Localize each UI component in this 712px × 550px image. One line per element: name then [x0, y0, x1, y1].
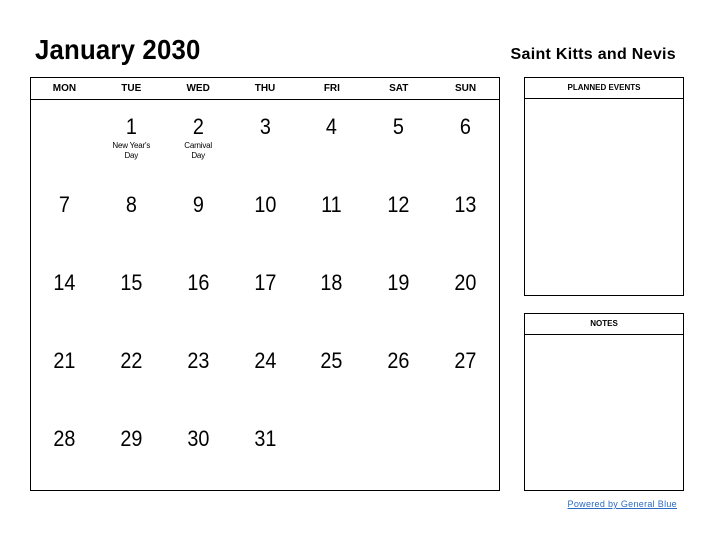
day-number: 9: [192, 192, 204, 217]
day-number: 25: [320, 348, 343, 373]
day-number: 27: [454, 348, 477, 373]
day-number: 30: [187, 426, 210, 451]
day-number: 22: [120, 348, 143, 373]
day-cell: [31, 182, 98, 260]
day-cell: [365, 104, 432, 182]
powered-by-link[interactable]: Powered by General Blue: [567, 499, 677, 509]
day-cell: [232, 182, 299, 260]
day-cell: [298, 260, 365, 338]
day-number: 31: [253, 426, 277, 451]
day-cell: [98, 104, 165, 182]
day-cell: [165, 338, 232, 416]
day-cell: [31, 338, 98, 416]
day-cell: [98, 416, 165, 494]
day-cell: [31, 416, 98, 494]
day-number: 29: [120, 426, 143, 451]
day-cell: [165, 182, 232, 260]
day-number: 19: [387, 270, 410, 295]
day-number: 16: [187, 270, 210, 295]
day-cell: [98, 260, 165, 338]
weekday-label: THU: [254, 83, 276, 94]
day-cell: [165, 104, 232, 182]
day-cell: [432, 104, 499, 182]
day-number: 3: [259, 114, 271, 139]
planned-events-panel: [524, 77, 684, 296]
weekday-label: SAT: [389, 83, 409, 94]
day-number: 8: [125, 192, 137, 217]
day-cell: [31, 104, 98, 182]
day-number: 17: [253, 270, 277, 295]
day-number: 4: [326, 114, 338, 139]
day-number: 2: [192, 114, 204, 139]
day-cell: [298, 104, 365, 182]
day-number: 21: [53, 348, 76, 373]
day-number: 7: [58, 192, 70, 217]
day-cell: [232, 104, 299, 182]
day-number: 28: [53, 426, 76, 451]
notes-heading: NOTES: [525, 314, 683, 335]
day-cell: [432, 338, 499, 416]
day-number: 13: [454, 192, 477, 217]
calendar-title: January 2030: [35, 34, 201, 65]
day-number: 18: [320, 270, 343, 295]
day-cell: [232, 416, 299, 494]
notes-panel: [524, 313, 684, 491]
day-cell: [432, 260, 499, 338]
weekday-label: TUE: [121, 83, 142, 94]
weekday-label: SUN: [455, 83, 477, 94]
day-number: 1: [125, 114, 137, 139]
day-cell: [432, 182, 499, 260]
day-number: 15: [120, 270, 143, 295]
day-cell: [98, 338, 165, 416]
day-cell: [365, 416, 432, 494]
weekday-label: MON: [52, 83, 77, 94]
day-number: 10: [253, 192, 277, 217]
holiday-label: Carnival Day: [184, 141, 212, 160]
day-cell: [31, 260, 98, 338]
day-number: 11: [321, 192, 343, 217]
day-number: 12: [387, 192, 410, 217]
day-number: 5: [393, 114, 405, 139]
day-number: 6: [460, 114, 472, 139]
day-number: [302, 416, 362, 426]
calendar-days: [31, 100, 499, 494]
planned-events-heading: PLANNED EVENTS: [525, 78, 683, 99]
day-number: [369, 416, 429, 426]
day-number: 14: [53, 270, 76, 295]
day-cell: [298, 182, 365, 260]
calendar-grid: [30, 77, 500, 491]
day-cell: [298, 416, 365, 494]
day-cell: [365, 182, 432, 260]
weekday-label: WED: [186, 83, 210, 94]
day-cell: [165, 416, 232, 494]
holiday-label: New Year's Day: [112, 141, 151, 160]
day-cell: [365, 260, 432, 338]
day-number: [34, 104, 94, 114]
country-name: Saint Kitts and Nevis: [510, 46, 676, 63]
day-number: 24: [253, 348, 277, 373]
weekday-label: FRI: [323, 83, 340, 94]
day-number: 23: [187, 348, 210, 373]
day-cell: [98, 182, 165, 260]
day-cell: [432, 416, 499, 494]
weekday-header: [31, 78, 499, 100]
day-cell: [165, 260, 232, 338]
day-cell: [232, 260, 299, 338]
day-number: 26: [387, 348, 410, 373]
day-number: [435, 416, 495, 426]
day-cell: [365, 338, 432, 416]
day-number: 20: [454, 270, 477, 295]
day-cell: [298, 338, 365, 416]
day-cell: [232, 338, 299, 416]
